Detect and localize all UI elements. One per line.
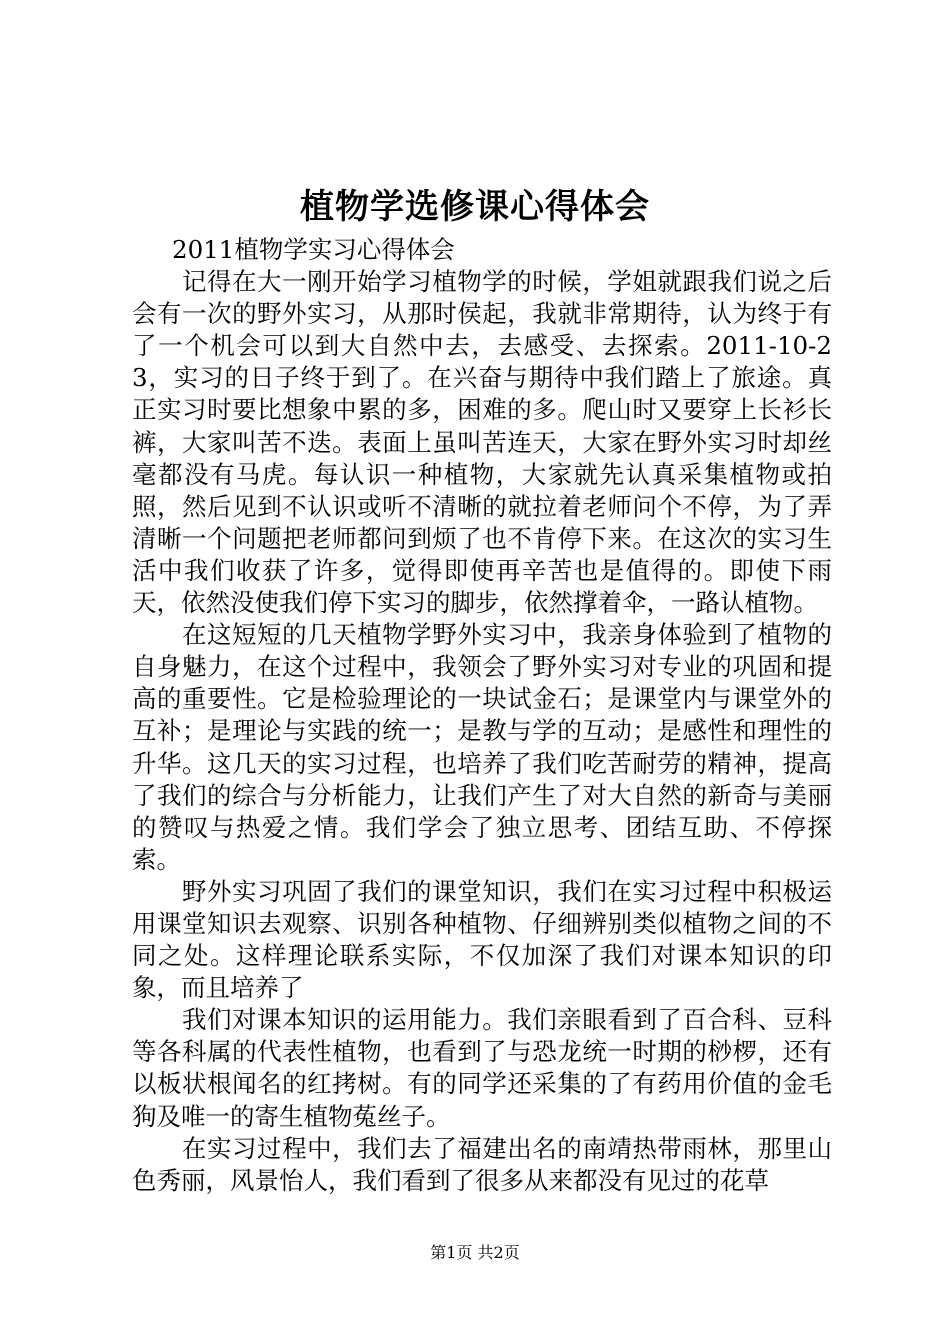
document-subtitle: 2011植物学实习心得体会 bbox=[172, 235, 455, 264]
paragraph: 野外实习巩固了我们的课堂知识，我们在实习过程中积极运用课堂知识去观察、识别各种植物、仔细辨别类似植物之间的不同之处。这样理论联系实际，不仅加深了我们对课本知识的印象，而且培养了 bbox=[132, 876, 832, 1003]
paragraph: 记得在大一刚开始学习植物学的时候，学姐就跟我们说之后会有一次的野外实习，从那时侯起，我就非常期待，认为终于有了一个机会可以到大自然中去，去感受、去探索。2011-10-23，实习的日子终于到了。在兴奋与期待中我们踏上了旅途。真正实习时要比想象中累的多，困难的多。爬山时又要穿上长衫长裤，大家叫苦不迭。表面上虽叫苦连天，大家在野外实习时却丝毫都没有马虎。每认识一种植物，大家就先认真采集植物或拍照，然后见到不认识或听不清晰的就拉着老师问个不停，为了弄清晰一个问题把老师都问到烦了也不肯停下来。在这次的实习生活中我们收获了许多，觉得即使再辛苦也是值得的。即使下雨天，依然没使我们停下实习的脚步，依然撑着伞，一路认植物。 bbox=[132, 267, 832, 618]
document-body bbox=[132, 234, 832, 1197]
paragraph: 在这短短的几天植物学野外实习中，我亲身体验到了植物的自身魅力，在这个过程中，我领会了野外实习对专业的巩固和提高的重要性。它是检验理论的一块试金石；是课堂内与课堂外的互补；是理论与实践的统一；是教与学的互动；是感性和理性的升华。这几天的实习过程，也培养了我们吃苦耐劳的精神，提高了我们的综合与分析能力，让我们产生了对大自然的新奇与美丽的赞叹与热爱之情。我们学会了独立思考、团结互助、不停探索。 bbox=[132, 620, 832, 874]
paragraph: 我们对课本知识的运用能力。我们亲眼看到了百合科、豆科等各科属的代表性植物，也看到了与恐龙统一时期的桫椤，还有以板状根闻名的红拷树。有的同学还采集的了有药用价值的金毛狗及唯一的寄生植物菟丝子。 bbox=[132, 1005, 832, 1131]
paragraph: 在实习过程中，我们去了福建出名的南靖热带雨林，那里山色秀丽，风景怡人，我们看到了很多从来都没有见过的花草 bbox=[132, 1133, 832, 1195]
page-footer: 第1页 共2页 bbox=[430, 1243, 520, 1262]
document-title: 植物学选修课心得体会 bbox=[300, 187, 650, 227]
